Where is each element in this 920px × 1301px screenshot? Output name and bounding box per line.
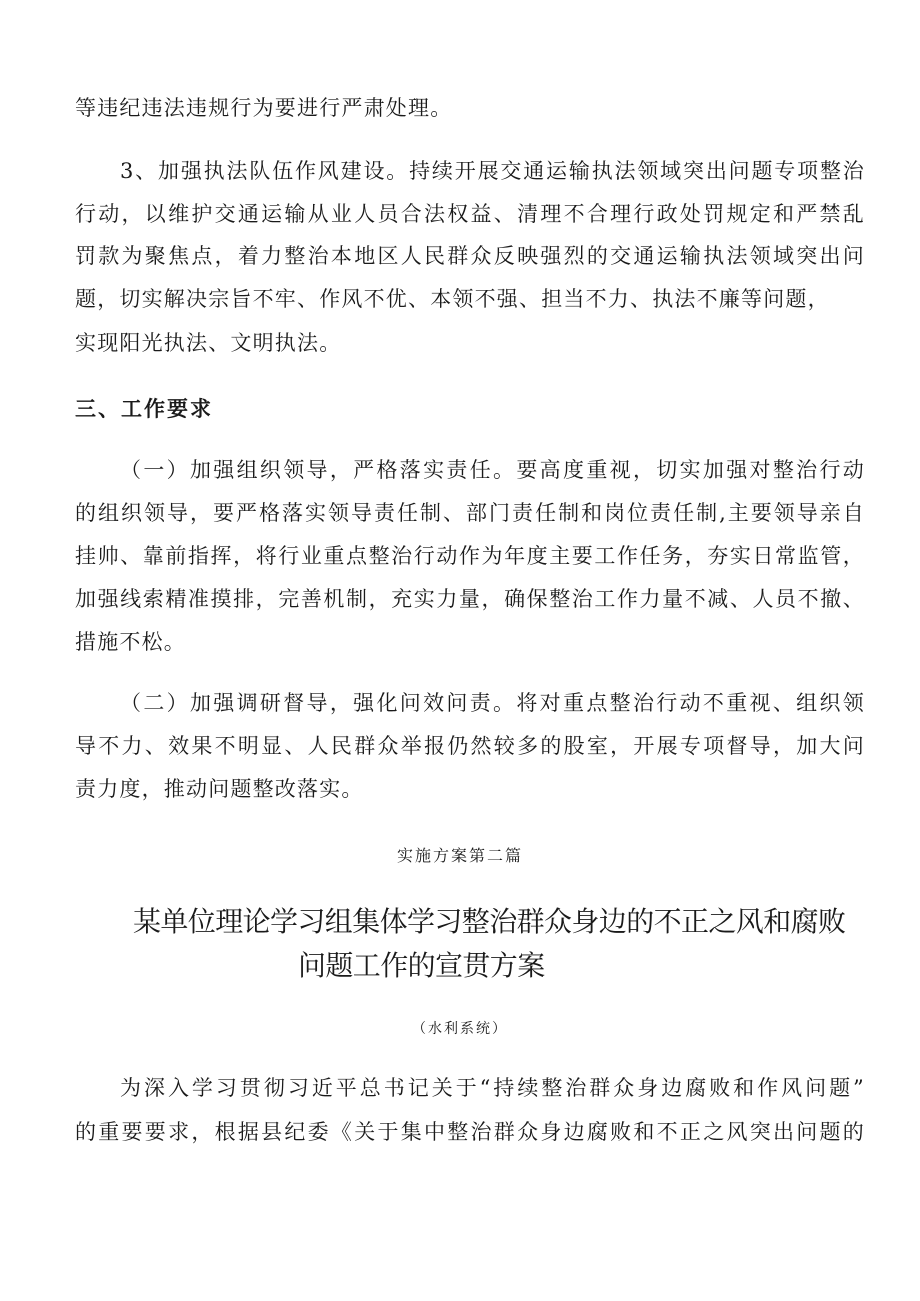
paragraph-line: 等违纪违法违规行为要进行严肃处理。 [75,96,453,120]
document-title-line-2: 问题工作的宣贯方案 [298,949,545,982]
paragraph-line: 为深入学习贯彻习近平总书记关于“持续整治群众身边腐败和作风问题” [120,1076,865,1100]
paragraph-line: 挂帅、靠前指挥，将行业重点整治行动作为年度主要工作任务，夯实日常监管， [75,544,865,568]
section-heading: 三、工作要求 [75,396,213,421]
paragraph-line: 责力度，推动问题整改落实。 [75,777,364,801]
paragraph-line: 罚款为聚焦点，着力整治本地区人民群众反映强烈的交通运输执法领域突出问 [75,244,865,268]
paragraph-line: 实现阳光执法、文明执法。 [75,331,342,355]
paragraph-line: 的重要要求，根据县纪委《关于集中整治群众身边腐败和不正之风突出问题的 [75,1120,865,1144]
document-subtitle: （水利系统） [412,1021,508,1037]
paragraph-line: 加强线索精准摸排，完善机制，充实力量，确保整治工作力量不减、人员不撤、 [75,587,865,611]
paragraph-line: 导不力、效果不明显、人民群众举报仍然较多的股室，开展专项督导，加大问 [75,734,865,758]
document-title-line-1: 某单位理论学习组集体学习整治群众身边的不正之风和腐败 [133,905,846,938]
paragraph-line: 题，切实解决宗旨不牢、作风不优、本领不强、担当不力、执法不廉等问题， [75,287,830,311]
paragraph-line: 的组织领导，要严格落实领导责任制、部门责任制和岗位责任制,主要领导亲自 [75,501,865,525]
paragraph-line: （一）加强组织领导，严格落实责任。要高度重视，切实加强对整治行动 [120,458,865,482]
paragraph-line: 3、加强执法队伍作风建设。持续开展交通运输执法领域突出问题专项整治 [120,159,865,183]
paragraph-line: 行动，以维护交通运输从业人员合法权益、清理不合理行政处罚规定和严禁乱 [75,202,865,226]
section-label: 实施方案第二篇 [396,846,523,865]
paragraph-line: 措施不松。 [75,630,186,654]
paragraph-line: （二）加强调研督导，强化问效问责。将对重点整治行动不重视、组织领 [120,691,865,715]
